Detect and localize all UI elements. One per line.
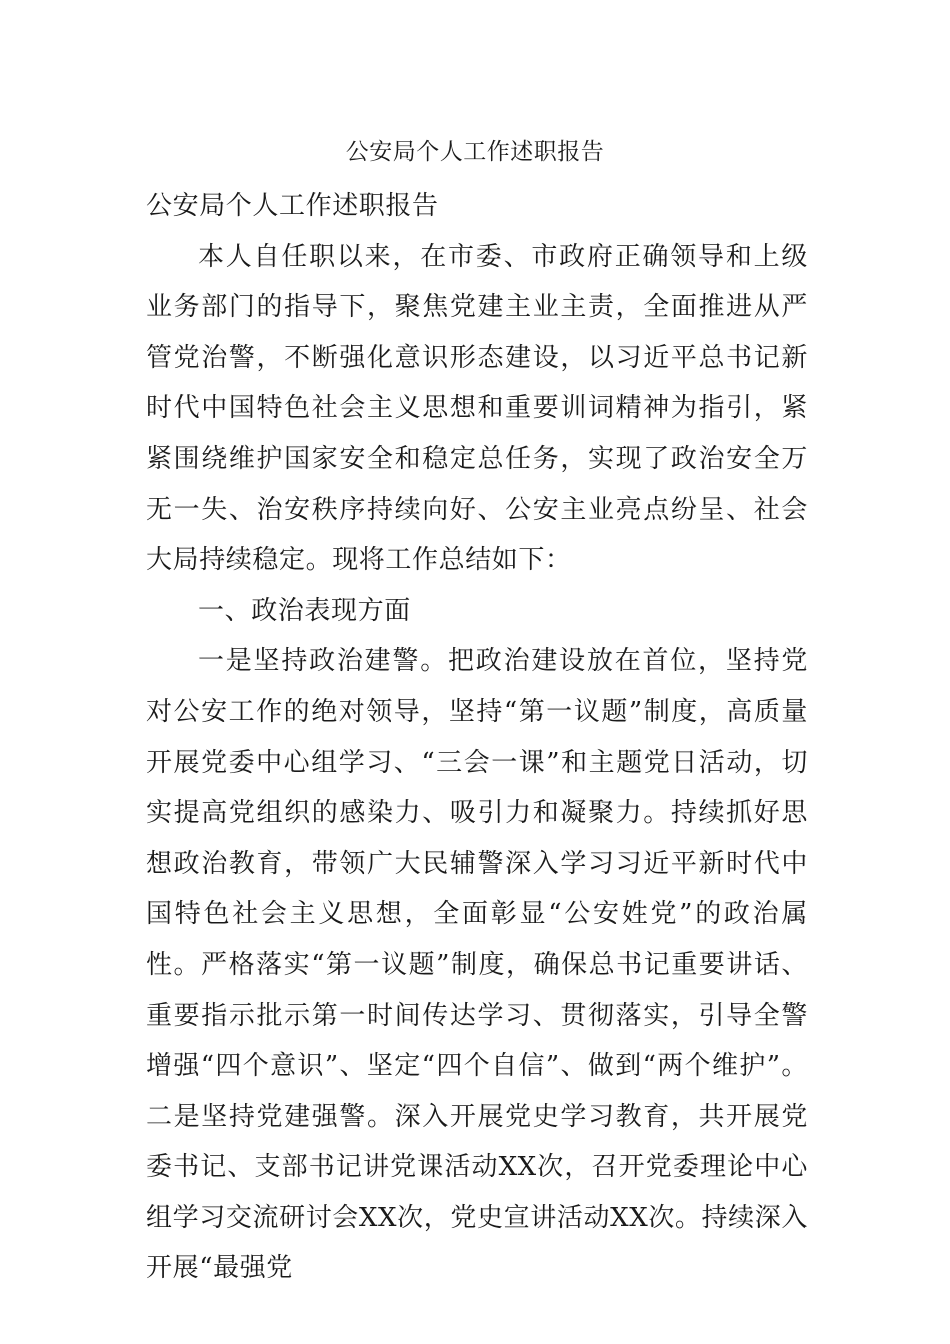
section-heading-political: 一、政治表现方面 bbox=[198, 595, 411, 626]
document-title: 公安局个人工作述职报告 bbox=[345, 139, 605, 165]
document-body bbox=[146, 181, 808, 1294]
document-subtitle: 公安局个人工作述职报告 bbox=[146, 191, 439, 221]
paragraph-political: 一是坚持政治建警。把政治建设放在首位，坚持党对公安工作的绝对领导，坚持“第一议题”制度，高质量开展党委中心组学习、“三会一课”和主题党日活动，切实提高党组织的感染力、吸引力和凝聚力。持续抓好思想政治教育，带领广大民辅警深入学习习近平新时代中国特色社会主义思想，全面彰显“公安姓党”的政治属性。严格落实“第一议题”制度，确保总书记重要讲话、重要指示批示第一时间传达学习、贯彻落实，引导全警增强“四个意识”、坚定“四个自信”、做到“两个维护”。二是坚持党建强警。深入开展党史学习教育，共开展党委书记、支部书记讲党课活动XX次，召开党委理论中心组学习交流研讨会XX次，党史宣讲活动XX次。持续深入开展“最强党 bbox=[146, 646, 808, 1284]
paragraph-intro: 本人自任职以来，在市委、市政府正确领导和上级业务部门的指导下，聚焦党建主业主责，全面推进从严管党治警，不断强化意识形态建设，以习近平总书记新时代中国特色社会主义思想和重要训词精神为指引，紧紧围绕维护国家安全和稳定总任务，实现了政治安全万无一失、治安秩序持续向好、公安主业亮点纷呈、社会大局持续稳定。现将工作总结如下： bbox=[146, 241, 808, 576]
